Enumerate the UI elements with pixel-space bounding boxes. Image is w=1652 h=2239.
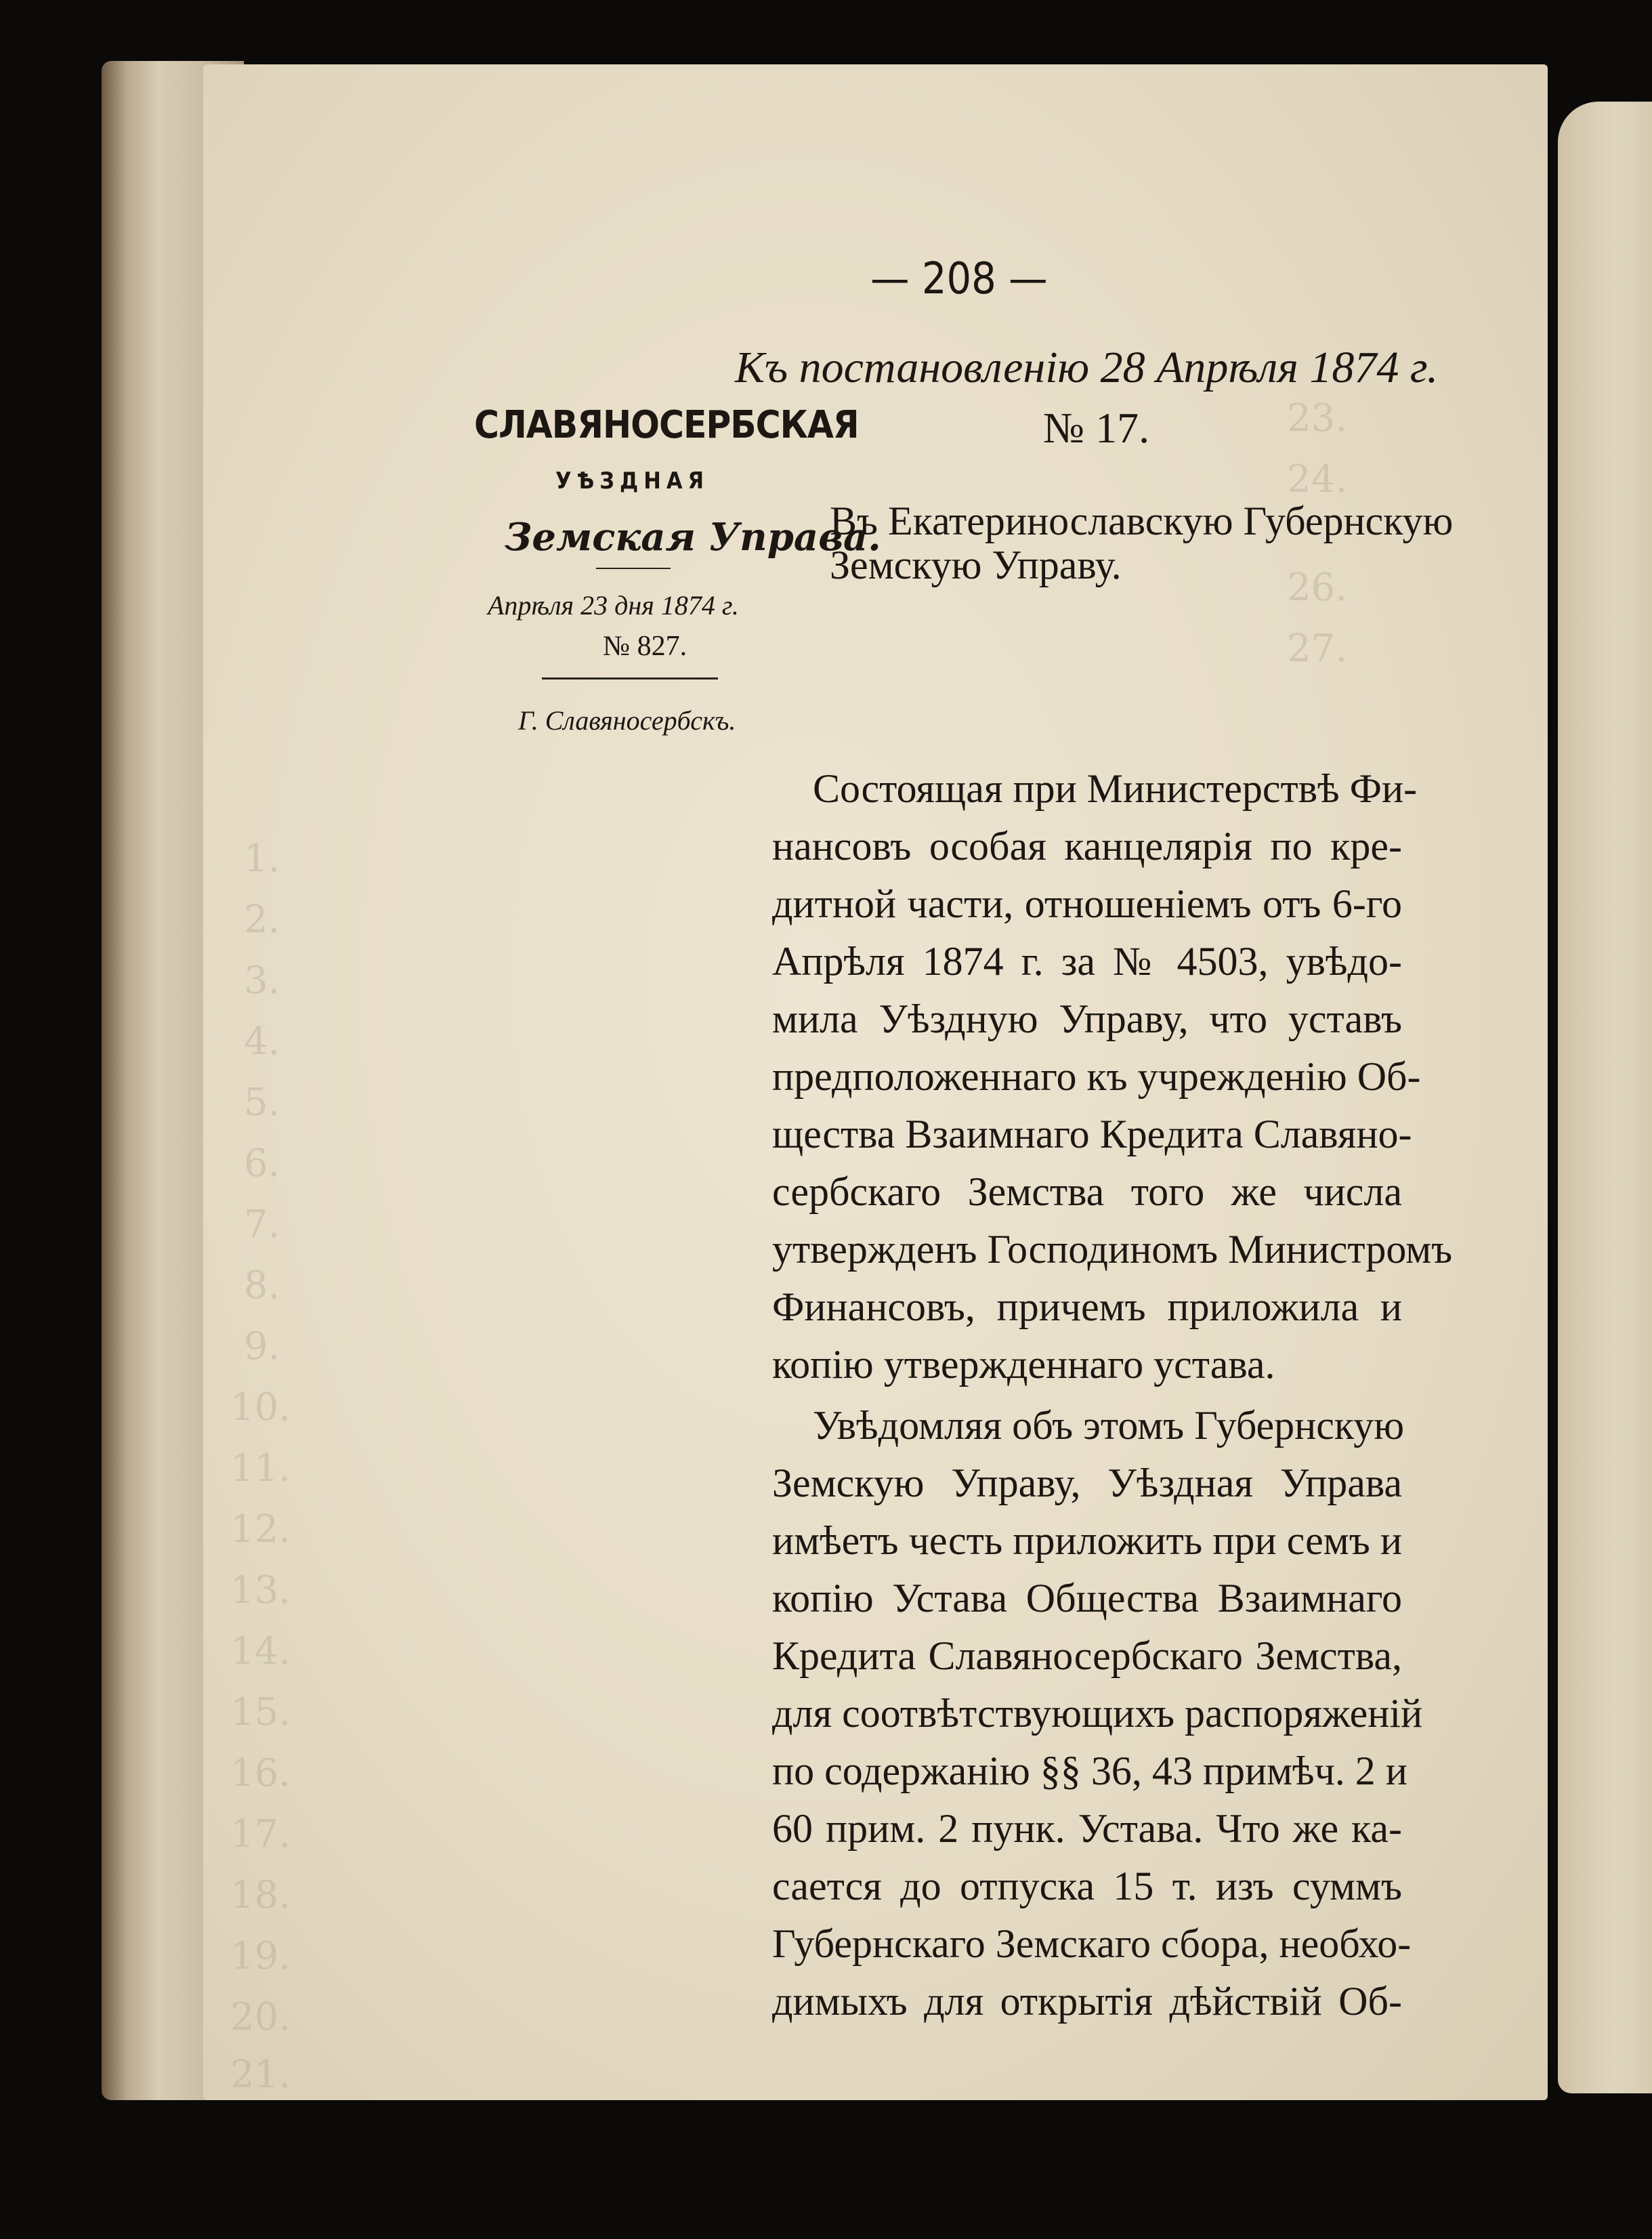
sender-divider <box>542 677 718 679</box>
decree-reference: Къ постановленію 28 Апрѣля 1874 г. <box>735 343 1439 392</box>
paragraph2-line: димыхъ для открытія дѣйствій Об- <box>772 1979 1402 2024</box>
sender-outgoing-number: № 827. <box>603 631 687 662</box>
paragraph2-line: Увѣдомляя объ этомъ Губернскую <box>813 1403 1405 1448</box>
paragraph2-line: копію Устава Общества Взаимнаго <box>772 1576 1402 1620</box>
sender-name-line1: СЛАВЯНОСЕРБСКАЯ <box>474 403 859 447</box>
paragraph1-line: Состоящая при Министерствѣ Фи- <box>813 766 1418 811</box>
sender-name-line3: Земская Управа. <box>505 515 881 560</box>
paragraph1-line: мила Уѣздную Управу, что уставъ <box>772 997 1402 1041</box>
paragraph1-line: сербскаго Земства того же числа <box>772 1169 1402 1214</box>
sender-date: Апрѣля 23 дня 1874 г. <box>488 590 739 621</box>
document-number: № 17. <box>1043 404 1150 452</box>
paragraph2-line: для соотвѣтствующихъ распоряженій <box>772 1691 1423 1736</box>
paragraph2-line: Кредита Славяносербскаго Земства, <box>772 1633 1402 1678</box>
sender-divider-short <box>596 568 671 569</box>
paragraph2-line: Губернскаго Земскаго сбора, необхо- <box>772 1921 1412 1966</box>
paragraph2-line: по содержанію §§ 36, 43 примѣч. 2 и <box>772 1749 1407 1793</box>
paragraph2-line: сается до отпуска 15 т. изъ суммъ <box>772 1864 1402 1908</box>
paragraph1-line: щества Взаимнаго Кредита Славяно- <box>772 1112 1412 1156</box>
paragraph1-line: предположеннаго къ учрежденію Об- <box>772 1054 1421 1099</box>
sender-name-line2: УѢЗДНАЯ <box>555 467 710 495</box>
page-number: — 208 — <box>870 254 1048 304</box>
paragraph1-last-line: копію утвержденнаго устава. <box>772 1342 1275 1387</box>
paragraph1-line: утвержденъ Господиномъ Министромъ <box>772 1227 1453 1272</box>
paragraph2-line: 60 прим. 2 пунк. Устава. Что же ка- <box>772 1806 1402 1851</box>
paragraph1-line: нансовъ особая канцелярія по кре- <box>772 824 1402 869</box>
book-page: 23. 24. 26. 27. 1. 2. 3. 4. 5. 6. 7. 8. 9. 10. 11. 12. 13. 14. 15. 16. 17. 18. 19. 20. 21. <box>203 64 1548 2100</box>
paragraph1-line: Апрѣля 1874 г. за № 4503, увѣдо- <box>772 939 1402 984</box>
paragraph2-line: имѣетъ честь приложить при семъ и <box>772 1518 1402 1563</box>
paragraph2-line: Земскую Управу, Уѣздная Управа <box>772 1461 1402 1505</box>
sender-place: Г. Славяносербскъ. <box>518 705 736 736</box>
adjacent-page <box>1558 102 1652 2093</box>
addressee-line1: Въ Екатеринославскую Губернскую <box>830 499 1454 543</box>
addressee-line2: Земскую Управу. <box>830 543 1122 587</box>
paragraph1-line: дитной части, отношеніемъ отъ 6-го <box>772 881 1402 926</box>
paragraph1-line: Финансовъ, причемъ приложила и <box>772 1284 1402 1329</box>
